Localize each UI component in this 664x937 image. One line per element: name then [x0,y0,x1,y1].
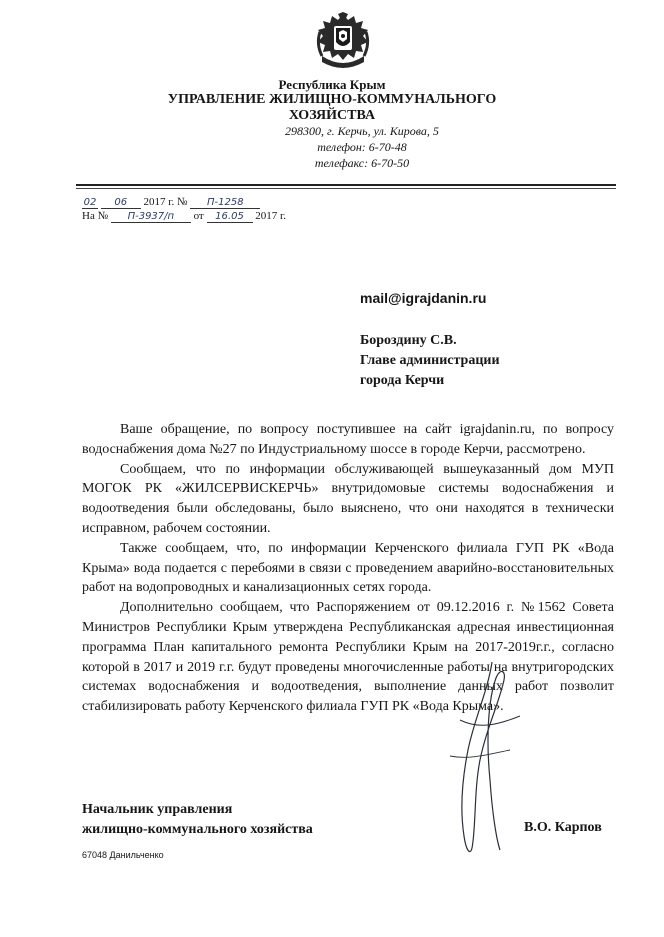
organization-phone: телефон: 6-70-48 [317,140,407,154]
outgoing-number: П-1258 [190,197,260,209]
recipient-email: mail@igrajdanin.ru [360,290,487,306]
header-divider-thin [76,188,616,189]
organization-name-line2: ХОЗЯЙСТВА [288,108,376,123]
registration-day: 02 [83,197,97,208]
signatory-role-line2: жилищно-коммунального хозяйства [82,822,313,837]
signatory-name: В.О. Карпов [524,820,602,835]
body-paragraph-2: Сообщаем, что по информации обслуживающей вышеуказанный дом МУП МОГОК РК «ЖИЛСЕРВИСКЕРЧЬ» внутридомовые системы водоснабжения и водоотведения были обследованы, было выяснено, что они находятся в технически исправном, рабочем состоянии. [82,461,614,536]
reference-date: 16.05 [207,211,253,223]
addressee-block [360,331,500,391]
reference-from-label: от [193,210,204,222]
reference-number: П-3937/п [111,211,191,223]
coat-of-arms-icon [312,12,374,74]
registration-year-label: 2017 г. № [143,196,188,208]
addressee-title: Главе администрации [360,353,500,368]
body-paragraph-3: Также сообщаем, что, по информации Керченского филиала ГУП РК «Вода Крыма» вода подается с перебоями в связи с проведением аварийно-восстановительных работ на водопроводных и канализационных сетях города. [82,540,614,596]
body-paragraph-1: Ваше обращение, по вопросу поступившее на сайт igrajdanin.ru, по вопросу водоснабжения дома №27 по Индустриальному шоссе в городе Керчи, рассмотрено. [82,422,614,457]
organization-address: 298300, г. Керчь, ул. Кирова, 5 [285,124,439,138]
republic-name: Республика Крым [278,77,386,92]
signatory-role [82,800,313,840]
registration-month: 06 [101,197,141,209]
incoming-reference-line [82,210,286,223]
organization-name-line1: УПРАВЛЕНИЕ ЖИЛИЩНО-КОММУНАЛЬНОГО [167,92,497,107]
organization-fax: телефакс: 6-70-50 [314,156,410,170]
reference-prefix: На № [82,210,109,222]
outgoing-registration-line [82,196,260,209]
executor-note: 67048 Данильченко [82,850,164,860]
signatory-role-line1: Начальник управления [82,802,233,817]
header-divider-thick [76,184,616,186]
body-paragraph-4: Дополнительно сообщаем, что Распоряжением от 09.12.2016 г. №1562 Совета Министров Республики Крым утверждена Республиканская адресная инвестиционная программа План капитального ремонта Республики Крым на 2017-2019г.г., согласно которой в 2017 и 2019 г.г. будут проведены многочисленные работы на внутригородских системах водоснабжения и водоотведения, выполнение данных работ позволит стабилизировать работу Керченского филиала ГУП РК «Вода Крыма». [82,600,614,715]
reference-year: 2017 г. [255,210,287,222]
addressee-city: города Керчи [360,373,445,388]
addressee-name: Бороздину С.В. [360,333,457,348]
